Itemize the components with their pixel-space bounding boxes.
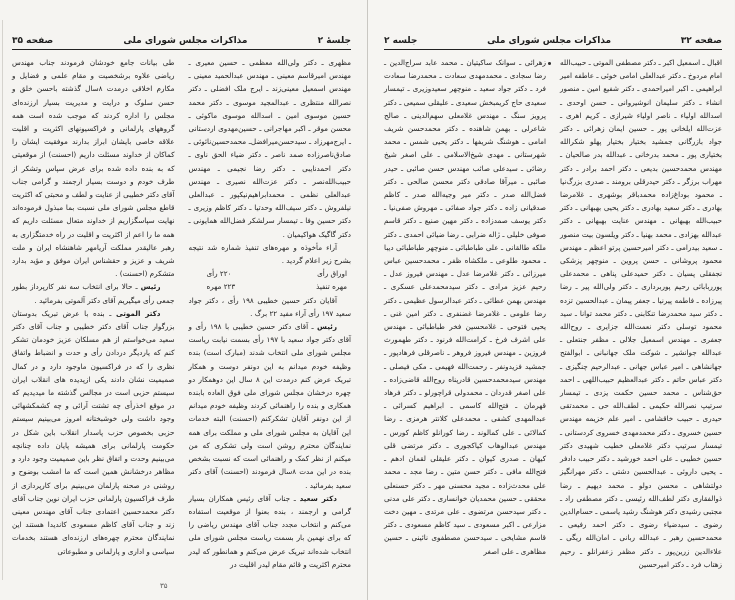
page-header <box>12 36 351 50</box>
text-columns <box>12 56 351 571</box>
vote-label: مهره تنفیذ <box>316 282 347 292</box>
member-list: زهرائی ـ سوانک ساکیتیان ـ محمد عابد سراج‌الدین ـ رضا سجادی ـ محمدمهدی سعادت ـ محمدرضا سعادت فرد ـ دکتر جواد سعید ـ منوچهر سعیدوزیری ـ تیمسار سعیدی حاج کریمبخش سعیدی ـ علیقلی سمیعی ـ دکتر پرویز سنگ ـ مهندس غلامعلی سهم‌الدینی ـ صالح شاعرلی ـ بهمن شاهنده ـ دکتر محمدحسن شریف امامی ـ هوشنگ شریفها ـ دکتر یحیی شمس ـ محمد شهرستانی ـ مهدی شیخ‌الاسلامی ـ علی اصغر شیخ رضائی ـ سیدعلی صائب مهندس حسن صائبی ـ حیدر صائبی ـ میرآقا صادقی دکتر محسن صالحی ـ دکتر فضل‌الله صدر ـ دکتر میر وجیه‌الله صدر ـ کاظم صدقیانی زاده ـ دکتر جواد صفائی ـ مهروش صفی‌نیا ـ دکتر یوسف صمدزاده ـ دکتر مهین صنیع ـ دکتر قاسم صوفی خلیلی ـ ژاله ضرابی ـ رضا ضیائی احمدی ـ دکتر ملکه طالقانی ـ علی طباطبائی ـ منوچهر طباطبائی دیبا ـ محمود طلوعی ـ ملکشاه ظفر ـ محمدحسین عباس میرزائی ـ دکتر غلامرضا عدل ـ مهندس فیروز عدل ـ رحیم عزیز مرادی ـ دکتر سیدمحمدعلی عسکری ـ مهندس بهمن عطائی ـ دکتر عبدالرسول عظیمی ـ دکتر رضا علومی ـ غلامرضا غضنفری ـ دکتر امین غنی ـ یحیی فتوحی ـ غلامحسین فخر طباطبائی ـ مهندس علی اشرف فرخ ـ کرامت‌الله فرنود ـ دکتر طهمورث فروزین ـ مهندس فیروز فروهر ـ ناصرقلی فرهادپور ـ جمشید فزیدونفر ـ رحمت‌الله فهیمی ـ مکی فیصلی ـ مهندس سیدمحمدحسین قادرپناه روح‌الله قاضی‌زاده ـ علی اصغر قدردان ـ محمدولی قراچورلو ـ دکتر فرهاد قهرمان ـ فتح‌الله کاسمی ـ ابراهیم کسرائی ـ عبدالمهدی کشفی ـ محمدعلی کلانتر هرمزی ـ رضا کمالائی ـ علی کمالوند ـ رضا کورانلو کاظم کورس ـ مهندس عبدالوهاب کیاکجوری ـ دکتر مرتضی قلی کیهان ـ صدری کیوان ـ دکتر علیقلی لقمان ادهم ـ فتح‌الله مافی ـ دکتر حسن متین ـ رضا مجد ـ محمد علی محدث‌زاده ـ مجید محسنی مهر ـ دکتر حسنعلی محققی ـ حسین محمدیان خوانساری ـ دکتر علی مدنی ـ دکتر سیدحسن مرتضوی ـ علی مرتدی ـ مهین دخت مزارعی ـ اکبر مسعودی ـ سید کاظم مسعودی ـ دکتر قاسم مشایخی ـ سیدحسن مصطفوی نائینی ـ حسین مظاهری ـ علی اصغر <box>384 58 546 556</box>
speaker-name: دکتر سعید <box>299 493 337 503</box>
text-columns <box>384 56 722 571</box>
paragraph: طی بیانات جامع خودشان فرمودند جناب مهندس ریاضی علاوه برشخصیت و مقام علمی و فضایل و مکارم اخلاقی درمدت ۸سال گذشته باحسن خلق و حسن سلوک و درایت و مدیریت بسیار ارزنده‌ای مجلس را اداره کردند که موجب شده است همه گروههای پارلمانی و فراکسیونهای اکثریت و اقلیت علاقه خاصی بایشان ابراز بدارند موفقیت ایشان را کماکان از خداوند مسئلت داریم (احسنت) از موقعیتی که به بنده داده شده برای عرض سپاس وتشکر از طرف خودم و دوست بسیار ارجمند و گرامی جناب آقای دکتر خطیبی از عنایت و لطف و محبتی که اکثریت قاطع مجلس شورای ملی نسبت بما مبذول فرموده‌اند نهایت سپاسگزاریم از خداوند متعال مسئلت داریم که همه ما را اعم از اکثریت و اقلیت در راه خدمتگزاری به رهبر عالیقدر مملکت آریامهر شاهنشاه ایران و ملت شریف و عزیز و حقشناس ایران موفق و مؤید بدارد متشکرم (احسنت) . <box>12 58 175 279</box>
speech-text: ـ جناب آقای رئیس همکاران بسیار گرامی و ارجمند ، بنده بعنوا از موقعیت استفاده می‌کنم و انتخاب مجدد جناب آقای مهندس ریاضی را که برای نهمین بار بسمت ریاست مجلس شورای ملی انتخاب شده‌اند تبریک عرض می‌کنم و همانطور که لیدر محترم اکثریت و قائم مقام لیدر اقلیت در <box>188 493 351 569</box>
running-title: مذاکرات مجلس شورای ملی <box>123 36 248 46</box>
speech-text: ـ حالا برای انتخاب سه نفر کارپرداز بطور جمعی رأی میگیریم آقای دکتر آلموتی بفرمائید . <box>12 282 175 305</box>
column-right <box>560 56 722 571</box>
page-header <box>384 36 722 50</box>
scan-speck <box>548 62 551 65</box>
speech <box>189 320 352 492</box>
page-left <box>0 0 367 600</box>
column-left <box>12 56 175 571</box>
paragraph: آراء مأخوذه و مهره‌های تنفیذ شماره شد نتیجه بشرح زیر اعلام گردید . <box>188 242 351 266</box>
session-label: جلسه ۲ <box>384 36 418 46</box>
column-left <box>384 56 546 571</box>
session-label: جلسهٔ ۲ <box>317 36 351 46</box>
page-number: صفحه ۳۲ <box>680 36 722 46</box>
scan-edge <box>2 20 3 580</box>
speech-text: ـ آقای دکتر حسین خطیبی با ۱۹۸ رأی و آقای دکتر جواد سعید با ۱۹۷ رأی بسمت نیابت ریاست مجلس شورای ملی انتخاب شدند (مبارک است) بنده وظیفه خودم میدانم به این دونفر دوست و همکار تبریک عرض کنم درمدت این ۸ سال این دوهمکار دو چهره درخشان مجلس شورای ملی فوق العاده بابنده همکاری و بنده را راهنمائی کردند وظیفه خودم میدانم از این دونفر آقایان تشکرکنم (احسنت) البته خدمات این آقایان به مجلس شورای ملی و مملکت برای همه نمایندگان محترم روشن است ولی تشکری که من میکنم از نظر کمک و راهنمائی است که نسبت بشخص بنده در این مدت ۸سال فرمودند (احسنت) آقای دکتر سعید بفرمائید . <box>188 322 351 490</box>
page-right <box>367 0 734 600</box>
folio-number: ۳۵ <box>160 582 168 590</box>
page-number: صفحه ۳۵ <box>12 36 54 46</box>
speech <box>12 280 175 306</box>
speech <box>189 492 352 571</box>
vote-tally-row <box>189 280 352 293</box>
member-list: اقبال ـ اسمعیل اکبر ـ دکتر مصطفی الموتی ـ حبیب‌الله امام مردوخ ـ دکتر عبدالعلی امامی خوئی ـ عاطفه امیر ابراهیمی ـ اکبر امیراحمدی ـ دکتر شفیع امین ـ منصور انشاء ـ دکتر سلیمان انوشیروانی ـ حسن اوحدی ـ اسدالله اولیاء ـ ناصر اولیاء شیرازی ـ کریم اهری ـ عزت‌الله ایلخانی پور ـ حسین ایمان زهرائی ـ دکتر جواد بازرگانی جمشید بختیار بختیار پهلو شکرالله بختیاری پور ـ محمد بدرخانی ـ عبدالله بدر صالحیان ـ مهندس محمدحسین بدیعی ـ دکتر احمد برادر ـ دکتر مهراب برزگر ـ دکتر حیدرقلی برومند ـ صدری بزرگ‌نیا ـ محمود بوداغ‌زاده محمدباقر بوشهری ـ غلامرضا بهادری ـ دکتر سعید بهادری ـ دکتر یحیی بهبهانی ـ دکتر حبیب‌الله بهبهانی ـ مهندس عنایت بهبهانی ـ دکتر عبدالله بهزادی ـ محمد بهنیا ـ دکتر ویلسون بیت منصور ـ سعید بیدرامی ـ دکتر امیرحسین پرتو اعظم ـ مهندس محمود پروشانی ـ حسن پروین ـ منوچهر پزشکی نجفقلی پسیان ـ دکتر حمیدعلی پناهی ـ محمدعلی پورربابائی رحیم پوربرداری ـ دکتر ولی‌الله پیر ـ رضا پیرزاده ـ فاطمه پیرنیا ـ جعفر پیمان ـ عبدالحسین تزده ـ دکتر سید محمدرضا تنکابنی ـ دکتر محمد توانا ـ سید محمود توسلی دکتر نعمت‌الله جزایری ـ روح‌الله جعفری ـ مهندس اسمعیل جلالی ـ مظفر جنتعلی ـ عبدالله جوانشیر ـ شوکت ملک جهانبانی ـ ابوالفتح جهانشاهی ـ امیر عباس جهانی ـ عبدالرحیم چنگیزی ـ دکتر عباس حاتم ـ دکتر عبدالعظیم حبیب‌اللهی ـ احمد حق‌شناس ـ محمد حسین حکمت یزدی ـ تیمسار سرتیپ نصرالله حکیمی ـ لطف‌الله حی ـ محمدتقی حیدری ـ حبیب خاقشامی ـ امیر علم خزیمه مهندس حسین خسروی ـ دکتر محمدمهدی خسروی کردستانی ـ تیمسار سرتیپ دکتر غلامعلی خطیب شهیدی دکتر حسین خطیبی ـ علی احمد خورشید ـ دکتر حبیب دادفر ـ یحیی داروئی ـ عبدالحسین دشتی ـ دکتر مهرانگیز دولتشاهی ـ محسن دولو ـ محمد دیهیم ـ رضا ذوالفقاری دکتر لطف‌الله رئیسی ـ دکتر مصطفی راد ـ مجتبی رشیدی دکتر هوشنگ رشید یاسمی ـ حسام‌الدین رضوی ـ سیدضیاء رضوی ـ دکتر احمد رفیعی ـ محمدحسین رهبر ـ عبدالله ربانی ـ امان‌الله ریگی ـ علاءالدین زرین‌پور ـ دکتر مظفر زعفرانلو ـ رحیم زهتاب فرد ـ دکتر امیرحسین <box>560 58 722 569</box>
speech <box>12 307 175 558</box>
column-right <box>189 56 352 571</box>
paragraph: مظهری ـ دکتر ولی‌الله معظمی ـ حسین معیری ـ مهندس امیرقاسم معینی ـ مهندس عبدالحمید معینی ـ مهندس اسمعیل معینی‌زند ـ ایرج ملک افضلی ـ دکتر نصرالله منتظری ـ عبدالمجید موسوی ـ دکتر محمد حسین موسوی امین ـ اسدالله موسوی ماکوئی ـ محسن موقر ـ اکبر مهاجرانی ـ حسین‌مهدوی اردستانی ـ ایرج‌مهرزاد ـ سیدحسن‌میرافضل‌ـ محمدحسین‌نائوئی ـ صادق‌ناصرزاده صمد ناصر ـ دکتر ضیاء الحق ناوی ـ دکتر احمدنایبی ـ دکتر رضا نجیمی ـ مهندس حبیب‌الله‌نصر ـ دکتر عزت‌الله نصیری ـ مهندس عبدالعلی نظمی ـ محمدابراهیم‌نیکپور ـ عبدالعلی نیلفروش ـ دکتر سیف‌الله وحدتیا ـ دکتر کاظم وزیری ـ دکتر حسین وفا ـ تیمسار سرلشکر فضل‌الله همایونی ـ دکتر گاگیک هواکیمیان . <box>188 58 351 239</box>
vote-value: ۲۲۰ رأی <box>206 269 232 279</box>
running-title: مذاکرات مجلس شورای ملی <box>487 36 612 46</box>
speaker-name: دکتر الموتی <box>115 308 161 318</box>
vote-tally-row <box>189 267 352 280</box>
vote-value: ۲۲۳ مهره <box>206 282 236 292</box>
vote-label: اوراق رأی <box>317 269 347 279</box>
speech-text: ـ بنده با عرض تبریک بدوستان بزرگوار جناب آقای دکتر خطیبی و جناب آقای دکتر سعید می‌خواستم از هم مسلکان عزیز خودمان تشکر کنم که یاردیگر دردادن رأی و حدت و انضباط واتفاق نظری را که در فراکسیون ماوجود دارد و در کمال صمیمیت نشان دادند یکی ازپدیده های انقلاب ایران سیستم حزبی است در مجالس گذشته ما میدیدیم که در موقع اخذرأی چه تشتت آرائی و چه کشمکشهائی وجود داشت ولی خوشبختانه امروز می‌بینیم سیستم حزبی بخصوص حزب پاسدار انقلاب باین شکل در حکومت پارلمانی برای همیشه پایان داده چنانچه می‌بینیم وحدت و اتفاق نظر باین صمیمیت وجود دارد و مظاهر درخشانش همین است که ما امشب بوضوح و روشنی در صحنه پارلمان می‌بینیم برای کارپردازی از طرف فراکسیون پارلمانی حزب ایران نوین جناب آقای دکتر محمدحسین اعتمادی جناب آقای مهندس معینی زند و جناب آقای کاظم مسعودی کاندیدا هستند این نمایندگان محترم چهره‌های ارزنده‌ای هستند بخدمات سیاسی و اداری و پارلمانی و مطبوعاتی <box>12 308 175 556</box>
speaker-name: رئیس <box>140 282 161 292</box>
speaker-name: رئیس <box>317 322 337 332</box>
paragraph: آقایان دکتر حسین خطیبی ۱۹۸ رأی ، دکتر جواد سعید ۱۹۷ رأی آراء مفید ۲۲ برگ . <box>188 295 351 318</box>
